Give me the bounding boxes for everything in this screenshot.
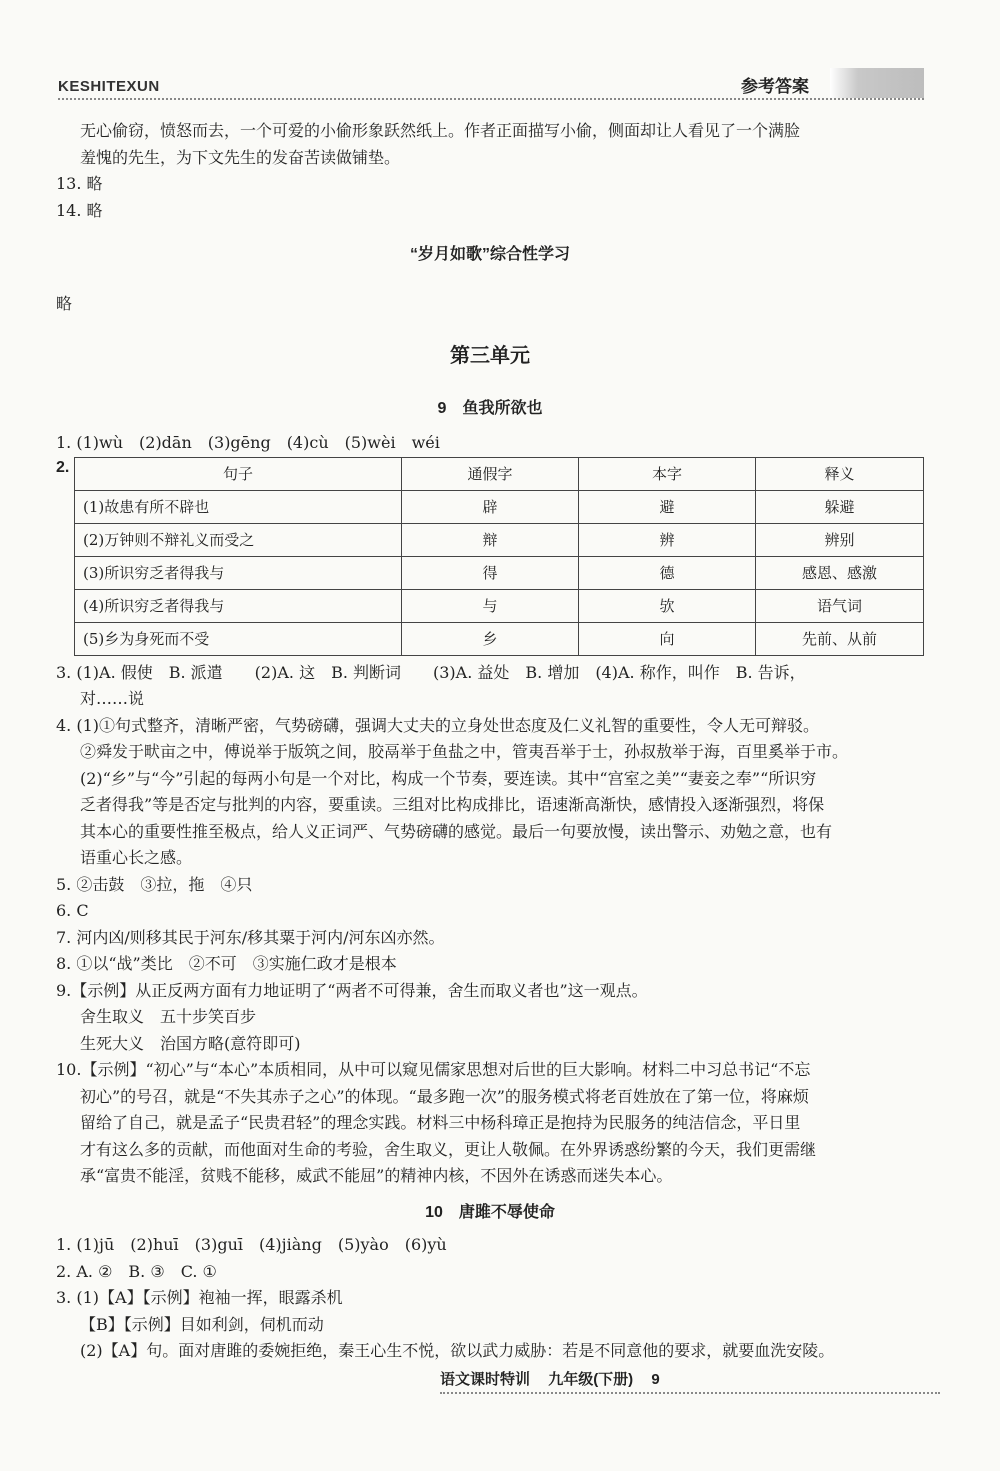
- table-cell: 得: [402, 556, 579, 589]
- l9-answer-10: 10.【示例】“初心”与“本心”本质相同，从中可以窥见儒家思想对后世的巨大影响。材料二中习总书记“不忘: [56, 1060, 811, 1079]
- header-gradient-bar: [830, 68, 924, 98]
- l10-answer-3-cont: 【B】【示例】目如利剑，伺机而动: [80, 1314, 324, 1334]
- l9-answer-9: 9.【示例】从正反两方面有力地证明了“两者不可得兼，舍生而取义者也”这一观点。: [56, 980, 648, 1000]
- table-row: [75, 622, 924, 655]
- l9-answer-1: 1. (1)wù (2)dān (3)gēng (4)cù (5)wèi wéi: [56, 433, 440, 452]
- table-cell: 欤: [579, 589, 756, 622]
- l10-answer-1: 1. (1)jū (2)huī (3)guī (4)jiàng (5)yào (6)yù: [56, 1235, 447, 1254]
- lesson-9-title: 9 鱼我所欲也: [437, 399, 543, 417]
- paragraph: 羞愧的先生，为下文先生的发奋苦读做铺垫。: [80, 147, 401, 167]
- l9-answer-3-cont: 对……说: [80, 689, 145, 708]
- table-cell: 避: [579, 490, 756, 523]
- l9-answer-10-cont: 留给了自己，就是孟子“民贵君轻”的理念实践。材料三中杨科璋正是抱持为民服务的纯洁信念，平日里: [80, 1113, 801, 1132]
- brand-text: KESHITEXUN: [58, 78, 160, 95]
- table-cell: 先前、从前: [756, 622, 924, 655]
- table-header-row: [75, 457, 924, 490]
- l9-answer-7: 7. 河内凶/则移其民于河东/移其粟于河内/河东凶亦然。: [56, 927, 445, 947]
- footer-rule: [440, 1392, 940, 1394]
- table-cell: (1)故患有所不辟也: [75, 490, 402, 523]
- page-header: [58, 68, 924, 102]
- table-row: [75, 490, 924, 523]
- l10-answer-3-cont: (2)【A】句。面对唐雎的委婉拒绝，秦王心生不悦，欲以武力威胁：若是不同意他的要求，就要血洗安陵。: [80, 1341, 835, 1360]
- table-row: [75, 556, 924, 589]
- paragraph: 无心偷窃，愤怒而去，一个可爱的小偷形象跃然纸上。作者正面描写小偷，侧面却让人看见了一个满脸: [80, 121, 801, 140]
- table-cell: 感恩、感激: [756, 556, 924, 589]
- table-row: [75, 589, 924, 622]
- section-tag: 参考答案: [741, 77, 809, 96]
- table-cell: 躲避: [756, 490, 924, 523]
- unit-title: 第三单元: [450, 345, 530, 367]
- answer-content: [56, 118, 924, 1365]
- tongjia-table: [74, 457, 924, 656]
- answer-number: 2.: [56, 458, 70, 476]
- section-title: “岁月如歌”综合性学习: [409, 246, 570, 263]
- answer-13: 13. 略: [56, 174, 103, 193]
- table-cell: 辨: [579, 523, 756, 556]
- table-cell: (4)所识穷乏者得我与: [75, 589, 402, 622]
- table-cell: 乡: [402, 622, 579, 655]
- answer-14: 14. 略: [56, 200, 103, 220]
- l9-answer-4-cont: 语重心长之感。: [80, 848, 193, 867]
- l9-answer-4-cont: 乏者得我”等是否定与批判的内容，要重读。三组对比构成排比，语速渐高渐快，感情投入逐渐强烈，将保: [80, 795, 825, 814]
- book-title: 语文课时特训: [440, 1371, 531, 1388]
- l9-answer-9-cont: 舍生取义 五十步笑百步: [80, 1007, 257, 1026]
- table-cell: (5)乡为身死而不受: [75, 622, 402, 655]
- table-cell: (2)万钟则不辩礼义而受之: [75, 523, 402, 556]
- l9-answer-4-cont: 其本心的重要性推至极点，给人义正词严、气势磅礴的感觉。最后一句要放慢，读出警示、劝勉之意，也有: [80, 821, 833, 841]
- section-body: 略: [56, 293, 73, 313]
- table-cell: 辟: [402, 490, 579, 523]
- l9-answer-2: [56, 457, 924, 656]
- page-number: 9: [651, 1371, 660, 1388]
- l9-answer-8: 8. ①以“战”类比 ②不可 ③实施仁政才是根本: [56, 954, 397, 973]
- table-cell: 与: [402, 589, 579, 622]
- l9-answer-4-cont: ②舜发于畎亩之中，傅说举于版筑之间，胶鬲举于鱼盐之中，管夷吾举于士，孙叔敖举于海，百里奚举于市。: [80, 742, 849, 761]
- table-cell: 德: [579, 556, 756, 589]
- l9-answer-10-cont: 承“富贵不能淫，贫贱不能移，威武不能屈”的精神内核，不因外在诱惑而迷失本心。: [80, 1166, 673, 1185]
- table-header: 通假字: [402, 457, 579, 490]
- table-cell: 语气词: [756, 589, 924, 622]
- table-cell: 向: [579, 622, 756, 655]
- table-row: [75, 523, 924, 556]
- table-header: 句子: [75, 457, 402, 490]
- l9-answer-10-cont: 才有这么多的贡献，而他面对生命的考验，舍生取义，更让人敬佩。在外界诱惑纷繁的今天，我们更需继: [80, 1139, 817, 1159]
- table-header: 本字: [579, 457, 756, 490]
- table-cell: (3)所识穷乏者得我与: [75, 556, 402, 589]
- l9-answer-4: 4. (1)①句式整齐，清晰严密，气势磅礴，强调大丈夫的立身处世态度及仁义礼智的重要性，令人无可辩驳。: [56, 715, 820, 735]
- header-rule: [58, 98, 924, 100]
- l9-answer-9-cont: 生死大义 治国方略(意符即可): [80, 1033, 301, 1053]
- l9-answer-4-cont: (2)“乡”与“今”引起的每两小句是一个对比，构成一个节奏，要连读。其中“宫室之美”“妻妾之奉”“所识穷: [80, 768, 817, 788]
- grade-label: 九年级(下册): [548, 1371, 634, 1388]
- l9-answer-5: 5. ②击鼓 ③拉，拖 ④只: [56, 874, 253, 894]
- table-cell: 辩: [402, 523, 579, 556]
- l9-answer-10-cont: 初心”的号召，就是“不失其赤子之心”的体现。“最多跑一次”的服务模式将老百姓放在了第一位，将麻烦: [80, 1086, 809, 1106]
- lesson-10-title: 10 唐雎不辱使命: [425, 1203, 555, 1221]
- l9-answer-6: 6. C: [56, 901, 89, 920]
- l10-answer-2: 2. A. ② B. ③ C. ①: [56, 1261, 217, 1281]
- l9-answer-3: 3. (1)A. 假使 B. 派遣 (2)A. 这 B. 判断词 (3)A. 益处 B. 增加 (4)A. 称作，叫作 B. 告诉，: [56, 662, 806, 682]
- l10-answer-3: 3. (1)【A】【示例】袍袖一挥，眼露杀机: [56, 1288, 343, 1307]
- table-cell: 辨别: [756, 523, 924, 556]
- table-header: 释义: [756, 457, 924, 490]
